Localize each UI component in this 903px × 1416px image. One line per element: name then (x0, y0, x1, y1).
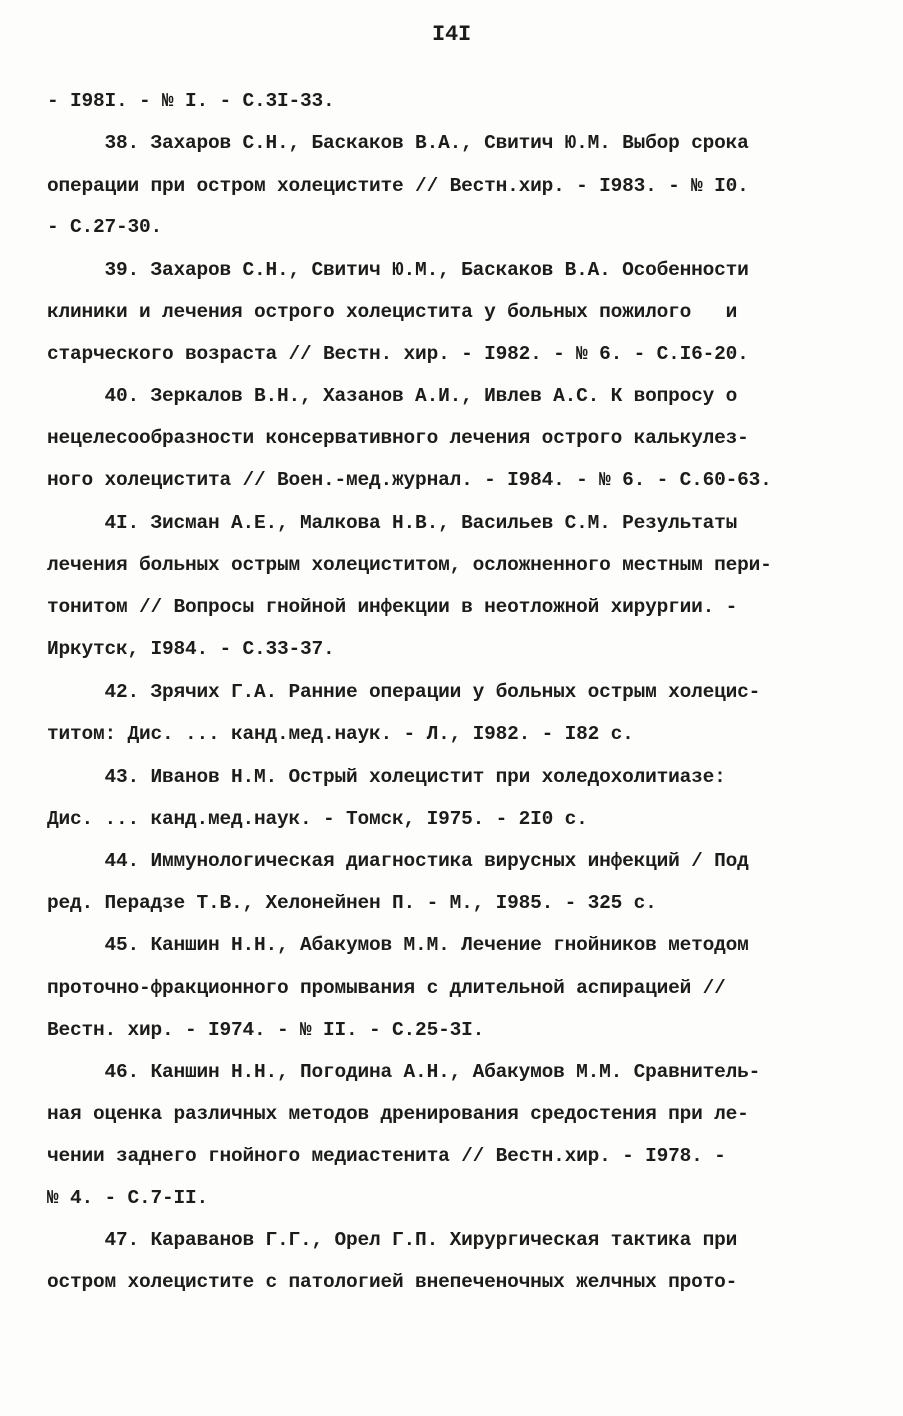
text-line: 40. Зеркалов В.Н., Хазанов А.И., Ивлев А.С. К вопросу о (47, 385, 738, 407)
text-line: проточно-фракционного промывания с длительной аспирацией // (47, 977, 726, 999)
text-line: 44. Иммунологическая диагностика вирусных инфекций / Под (47, 850, 749, 872)
text-line: старческого возраста // Вестн. хир. - I982. - № 6. - С.I6-20. (47, 343, 749, 365)
text-line: 47. Караванов Г.Г., Орел Г.П. Хирургическая тактика при (47, 1229, 738, 1251)
text-line: 39. Захаров С.Н., Свитич Ю.М., Баскаков В.А. Особенности (47, 259, 749, 281)
text-line: 4I. Зисман А.Е., Малкова Н.В., Васильев С.М. Результаты (47, 512, 738, 534)
text-line: 45. Каншин Н.Н., Абакумов М.М. Лечение гнойников методом (47, 934, 749, 956)
text-line: титом: Дис. ... канд.мед.наук. - Л., I982. - I82 с. (47, 723, 634, 745)
text-line: лечения больных острым холециститом, осложненного местным пери- (47, 554, 772, 576)
text-line: операции при остром холецистите // Вестн.хир. - I983. - № I0. (47, 175, 749, 197)
page-number: I4I (431, 22, 471, 47)
text-line: 46. Каншин Н.Н., Погодина А.Н., Абакумов М.М. Сравнитель- (47, 1061, 761, 1083)
text-line: - С.27-30. (47, 216, 163, 238)
text-line: Иркутск, I984. - С.33-37. (47, 638, 335, 660)
text-line: остром холецистите с патологией внепеченочных желчных прото- (47, 1271, 738, 1293)
text-line: клиники и лечения острого холецистита у больных пожилого и (47, 301, 738, 323)
text-line: Дис. ... канд.мед.наук. - Томск, I975. - 2I0 с. (47, 808, 588, 830)
text-line: 42. Зрячих Г.А. Ранние операции у больных острым холецис- (47, 681, 761, 703)
text-line: - I98I. - № I. - С.3I-33. (47, 90, 335, 112)
text-line: ного холецистита // Воен.-мед.журнал. - I984. - № 6. - С.60-63. (47, 469, 772, 491)
text-line: ред. Перадзе Т.В., Хелонейнен П. - М., I985. - 325 с. (47, 892, 657, 914)
text-line: ная оценка различных методов дренирования средостения при ле- (47, 1103, 749, 1125)
text-line: Вестн. хир. - I974. - № II. - С.25-3I. (47, 1019, 485, 1041)
text-line: тонитом // Вопросы гнойной инфекции в неотложной хирургии. - (47, 596, 738, 618)
text-line: 43. Иванов Н.М. Острый холецистит при холедохолитиазе: (47, 766, 726, 788)
text-line: чении заднего гнойного медиастенита // Вестн.хир. - I978. - (47, 1145, 726, 1167)
text-line: 38. Захаров С.Н., Баскаков В.А., Свитич Ю.М. Выбор срока (47, 132, 749, 154)
text-line: нецелесообразности консервативного лечения острого калькулез- (47, 427, 749, 449)
text-line: № 4. - С.7-II. (47, 1187, 209, 1209)
